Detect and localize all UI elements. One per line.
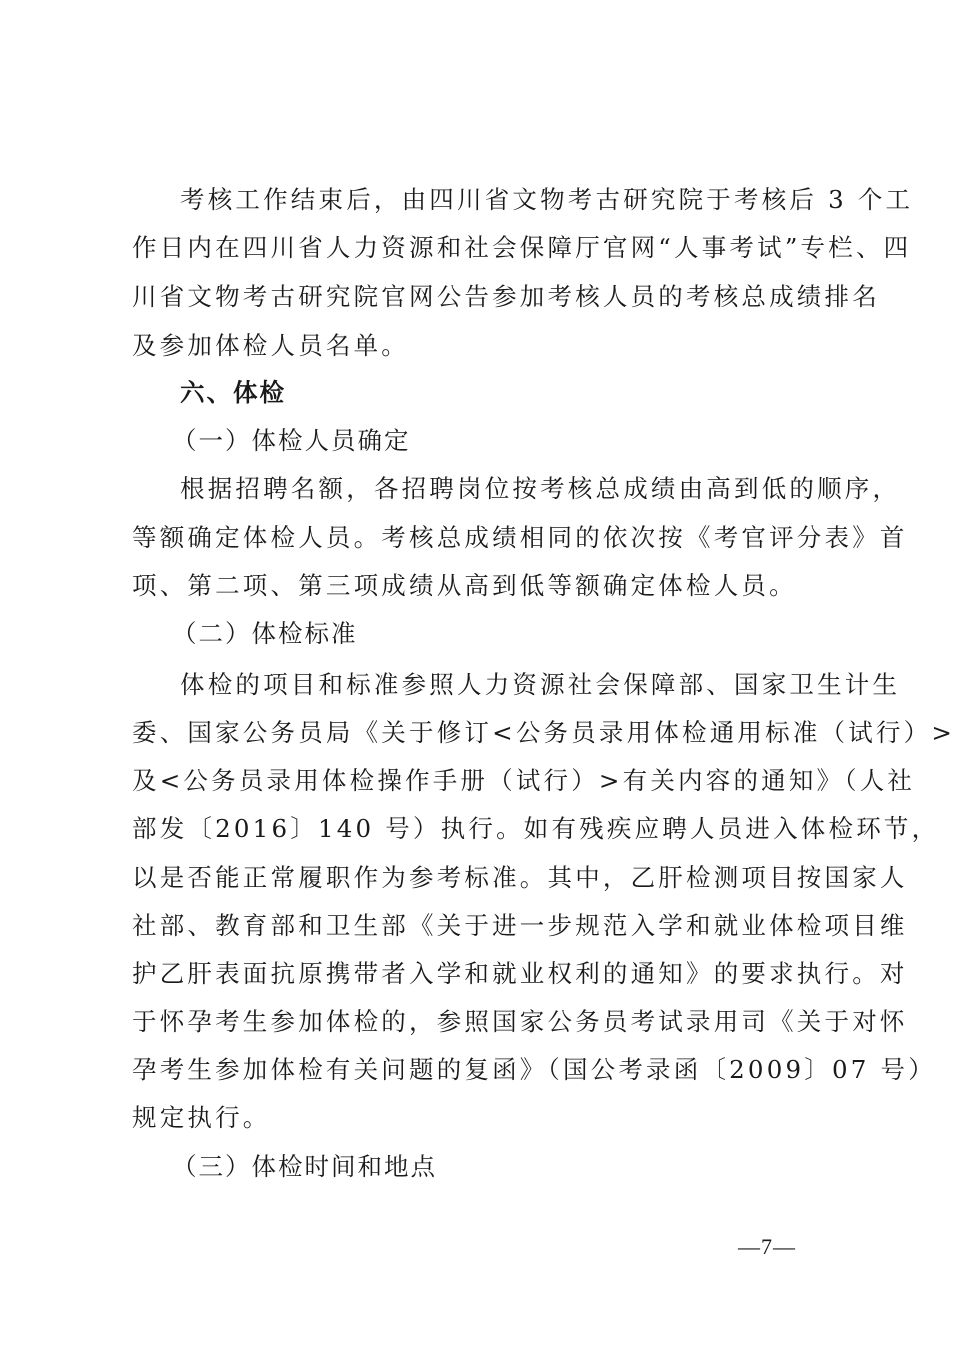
section-heading: 六、体检 <box>180 378 286 407</box>
paragraph-line: 部发〔2016〕140 号）执行。如有残疾应聘人员进入体检环节， <box>132 814 940 843</box>
paragraph-line: 等额确定体检人员。考核总成绩相同的依次按《考官评分表》首 <box>132 523 908 552</box>
paragraph-line: 以是否能正常履职作为参考标准。其中，乙肝检测项目按国家人 <box>132 863 908 892</box>
paragraph-line: 及<公务员录用体检操作手册（试行）>有关内容的通知》（人社 <box>132 766 916 795</box>
paragraph-line: 作日内在四川省人力资源和社会保障厅官网“人事考试”专栏、四 <box>132 233 912 262</box>
paragraph-line: 考核工作结束后，由四川省文物考古研究院于考核后 3 个工 <box>180 185 914 214</box>
page-number: —7— <box>738 1234 796 1259</box>
paragraph-line: 川省文物考古研究院官网公告参加考核人员的考核总成绩排名 <box>132 282 880 311</box>
paragraph-line: 体检的项目和标准参照人力资源社会保障部、国家卫生计生 <box>180 670 901 699</box>
subsection-heading: （三）体检时间和地点 <box>172 1152 437 1181</box>
paragraph-line: 护乙肝表面抗原携带者入学和就业权利的通知》的要求执行。对 <box>132 959 908 988</box>
paragraph-line: 孕考生参加体检有关问题的复函》（国公考录函〔2009〕07 号） <box>132 1055 936 1084</box>
paragraph-line: 项、第二项、第三项成绩从高到低等额确定体检人员。 <box>132 571 797 600</box>
paragraph-line: 根据招聘名额，各招聘岗位按考核总成绩由高到低的顺序， <box>180 474 901 503</box>
paragraph-line: 及参加体检人员名单。 <box>132 331 409 360</box>
subsection-heading: （一）体检人员确定 <box>172 426 411 455</box>
paragraph-line: 规定执行。 <box>132 1103 271 1132</box>
paragraph-line: 社部、教育部和卫生部《关于进一步规范入学和就业体检项目维 <box>132 911 908 940</box>
subsection-heading: （二）体检标准 <box>172 619 358 648</box>
paragraph-line: 委、国家公务员局《关于修订<公务员录用体检通用标准（试行）> <box>132 718 956 747</box>
paragraph-line: 于怀孕考生参加体检的，参照国家公务员考试录用司《关于对怀 <box>132 1007 908 1036</box>
